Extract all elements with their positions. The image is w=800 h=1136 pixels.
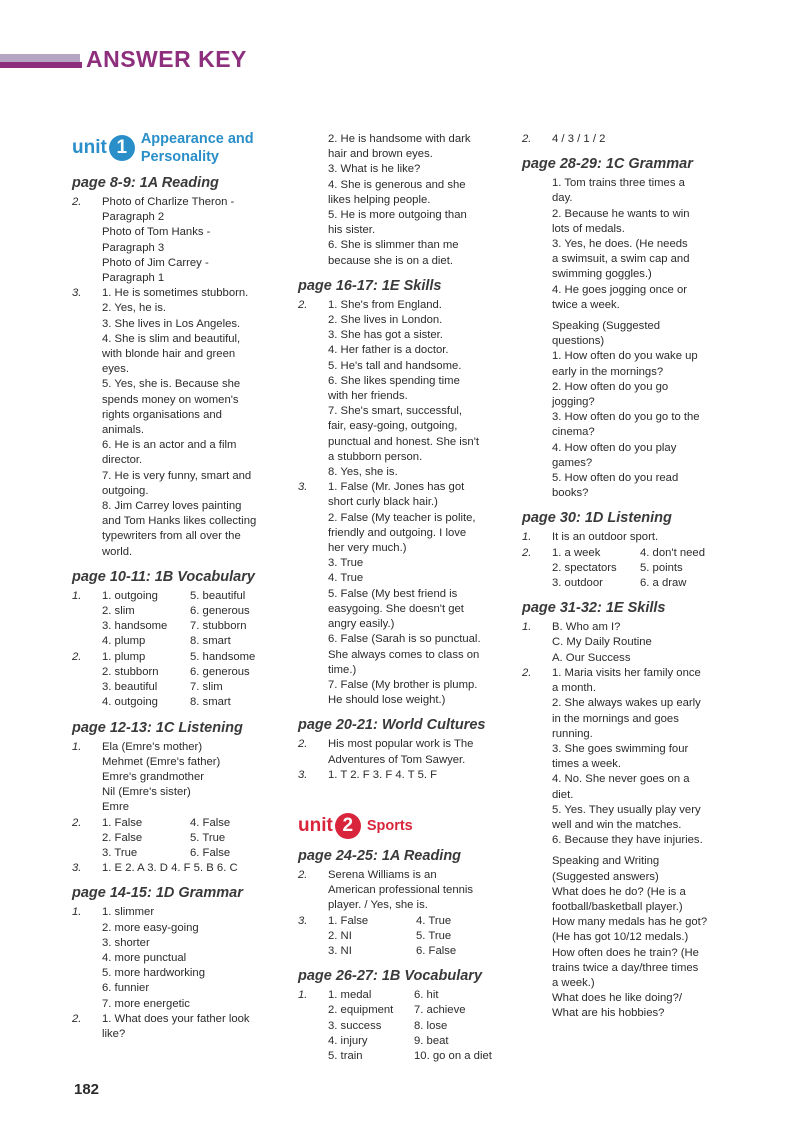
answer-line: typewriters from all over the	[102, 530, 241, 543]
answer-line: 2. stubborn	[102, 665, 159, 678]
unit-label: unit	[72, 137, 107, 158]
section-title: page 31-32: 1E Skills	[522, 600, 666, 617]
answer-line: 1. What does your father look	[102, 1012, 250, 1025]
unit-title: Sports	[366, 817, 413, 834]
answer-line: 4. He goes jogging once or	[552, 283, 688, 296]
exercise: 1. 1. outgoing 5. beautiful 2. slim 6. generous 3. handsome 7. stubborn 4. plump 8. smart	[72, 589, 282, 650]
answer-line: He should lose weight.)	[328, 694, 446, 707]
answer-line: cinema?	[552, 426, 595, 439]
answer-line: 7. more energetic	[102, 997, 190, 1010]
unit-title: Appearance and Personality	[140, 131, 254, 165]
answer-line: eyes.	[102, 363, 130, 376]
answer-line: twice a week.	[552, 298, 620, 311]
answer-line: B. Who am I?	[552, 621, 621, 634]
answer-line: swimming goggles.)	[552, 268, 652, 281]
answer-line: 4. plump	[102, 635, 146, 648]
answer-line: 6. generous	[190, 665, 250, 678]
answer-line: 2. False	[102, 831, 143, 844]
exercise: 1. Ela (Emre's mother) Mehmet (Emre's father) Emre's grandmother Nil (Emre's sister) Emre	[72, 740, 282, 816]
exercise: 3. 1. False 4. True 2. NI 5. True 3. NI 6. False	[298, 914, 513, 960]
answer-line: punctual and honest. She isn't	[328, 435, 480, 448]
answer-line: 2. slim	[102, 605, 135, 618]
answer-line: 2. False (My teacher is polite,	[328, 511, 476, 524]
answer-line: outgoing.	[102, 484, 149, 497]
answer-line: 7. He is very funny, smart and	[102, 469, 252, 482]
exercise: 2. 1. Maria visits her family once a month. 2. She always wakes up early in the mornings and goes running. 3. She goes swimming four times a week. 4. No. She never goes on a diet. 5. Yes. They usually play very well and win the matches. 6. Because they have injuries.	[522, 666, 737, 848]
answer-line: trains twice a day/three times	[552, 961, 699, 974]
answer-line: 1. False (Mr. Jones has got	[328, 481, 465, 494]
answer-line: She always comes to class on	[328, 648, 480, 661]
answer-line: 8. smart	[190, 696, 231, 709]
answer-line: 6. False (Sarah is so punctual.	[328, 633, 481, 646]
answer-line: American professional tennis	[328, 884, 474, 897]
answer-line: A. Our Success	[552, 651, 631, 664]
answer-line: and Tom Hanks likes collecting	[102, 515, 257, 528]
exercise: 2. 1. plump 5. handsome 2. stubborn 6. generous 3. beautiful 7. slim 4. outgoing 8. smart	[72, 650, 282, 711]
exercise-continued	[298, 132, 513, 269]
exercise: 1. It is an outdoor sport.	[522, 531, 659, 544]
answer-line: a stubborn person.	[328, 450, 423, 463]
answer-line: 6. False	[416, 944, 457, 957]
answer-line: 3. She lives in Los Angeles.	[102, 317, 241, 330]
answer-line: 2. NI	[328, 929, 352, 942]
answer-line: Ela (Emre's mother)	[102, 740, 203, 753]
exercise: 3. 1. False (Mr. Jones has got short curly black hair.) 2. False (My teacher is polite, friendly and outgoing. I love her very much.) 3. True 4. True 5. False (My best friend is easygoing. She doesn't get angry easily.) 6. False (Sarah is so punctual. She always comes to class on time.) 7. False (My brother is plump. He should lose weight.)	[298, 480, 513, 708]
answer-line: What does he do? (He is a	[552, 885, 686, 898]
answer-line: a swimsuit, a swim cap and	[552, 253, 690, 266]
answer-line: friendly and outgoing. I love	[328, 526, 467, 539]
answer-line: spends money on women's	[102, 393, 239, 406]
answer-line: short curly black hair.)	[328, 496, 438, 509]
answer-line: (He has got 10/12 medals.)	[552, 931, 689, 944]
unit-2-heading	[298, 813, 513, 839]
speaking-writing-section	[522, 854, 737, 1021]
answer-line: 2. She lives in London.	[328, 314, 443, 327]
exercise: 1. 1. slimmer 2. more easy-going 3. shorter 4. more punctual 5. more hardworking 6. funnier 7. more energetic	[72, 905, 282, 1011]
column-1	[72, 130, 282, 1042]
answer-line: 5. handsome	[190, 650, 256, 663]
answer-line: 8. Jim Carrey loves painting	[102, 500, 242, 513]
answer-line: 2. She always wakes up early	[552, 697, 701, 710]
answer-line: 5. False (My best friend is	[328, 587, 458, 600]
answer-line: 7. stubborn	[190, 620, 247, 633]
answer-line: player. / Yes, she is.	[328, 899, 428, 912]
answer-line: jogging?	[552, 396, 595, 409]
answer-line: How many medals has he got?	[552, 916, 708, 929]
answer-line: a month.	[552, 682, 596, 695]
answer-line: questions)	[552, 335, 605, 348]
answer-line: Paragraph 2	[102, 211, 165, 224]
answer-line: 1. Maria visits her family once	[552, 666, 701, 679]
answer-line: early in the mornings?	[552, 365, 664, 378]
unit-number-badge: 2	[335, 813, 361, 839]
answer-line: Emre	[102, 801, 129, 814]
answer-line: 2. spectators	[552, 561, 617, 574]
exercise: 3. 1. E 2. A 3. D 4. F 5. B 6. C	[72, 862, 238, 875]
unit-number-badge: 1	[109, 135, 135, 161]
answer-line: running.	[552, 727, 593, 740]
answer-line: What are his hobbies?	[552, 1007, 665, 1020]
exercise: 2. 1. What does your father look like?	[72, 1012, 282, 1042]
exercise	[522, 176, 737, 313]
answer-line: 3. outdoor	[552, 577, 603, 590]
section-title: page 16-17: 1E Skills	[298, 277, 442, 294]
answer-line: (Suggested answers)	[552, 870, 659, 883]
answer-line: 1. He is sometimes stubborn.	[102, 287, 249, 300]
answer-line: 5. He's tall and handsome.	[328, 359, 462, 372]
answer-line: 1. a week	[552, 546, 601, 559]
answer-line: easygoing. She doesn't get	[328, 602, 464, 615]
exercise: 2. 4 / 3 / 1 / 2	[522, 133, 606, 145]
exercise: 3. 1. T 2. F 3. F 4. T 5. F	[298, 768, 438, 781]
answer-line: Mehmet (Emre's father)	[102, 755, 221, 768]
answer-line: 4. injury	[328, 1034, 368, 1047]
answer-line: 5. beautiful	[190, 589, 246, 602]
answer-line: 2. Yes, he is.	[102, 302, 167, 315]
answer-line: 5. more hardworking	[102, 967, 205, 980]
answer-line: day.	[552, 192, 573, 205]
answer-line: 4. more punctual	[102, 951, 187, 964]
answer-line: fair, easy-going, outgoing,	[328, 420, 458, 433]
page-title: ANSWER KEY	[86, 46, 247, 72]
answer-line: 7. False (My brother is plump.	[328, 678, 478, 691]
answer-line: How often does he train? (He	[552, 946, 699, 959]
answer-line: his sister.	[328, 224, 376, 237]
answer-line: Speaking (Suggested	[552, 320, 661, 333]
answer-line: Serena Williams is an	[328, 868, 437, 881]
answer-line: 9. beat	[414, 1034, 449, 1047]
answer-line: 1. False	[102, 816, 143, 829]
section-title: page 30: 1D Listening	[522, 510, 672, 527]
section-title: page 8-9: 1A Reading	[72, 175, 219, 191]
answer-line: 3. shorter	[102, 936, 150, 949]
answer-line: 2. equipment	[328, 1004, 394, 1017]
answer-line: 8. Yes, she is.	[328, 466, 398, 479]
section-title: page 14-15: 1D Grammar	[72, 885, 243, 902]
answer-line: Paragraph 3	[102, 241, 165, 254]
answer-line: 3. She goes swimming four	[552, 742, 689, 755]
answer-line: 1. medal	[328, 989, 372, 1002]
answer-line: 5. train	[328, 1049, 363, 1062]
answer-line: 6. hit	[414, 989, 439, 1002]
answer-line: Photo of Charlize Theron -	[102, 196, 235, 208]
answer-line: a week.)	[552, 976, 595, 989]
section-title: page 28-29: 1C Grammar	[522, 156, 693, 173]
answer-line: 3. What is he like?	[328, 163, 421, 176]
column-3	[522, 132, 737, 1022]
unit-label: unit	[298, 814, 333, 836]
section-title: page 10-11: 1B Vocabulary	[72, 568, 255, 585]
answer-line: 4. She is generous and she	[328, 178, 466, 191]
answer-line: 1. She's from England.	[328, 298, 442, 311]
answer-line: 5. Yes, she is. Because she	[102, 378, 241, 391]
answer-line: 2. more easy-going	[102, 921, 199, 934]
exercise: 2. Photo of Charlize Theron - Paragraph 2 Photo of Tom Hanks - Paragraph 3 Photo of Jim Carrey - Paragraph 1	[72, 195, 282, 286]
answer-line: 5. points	[640, 561, 683, 574]
answer-line: her very much.)	[328, 542, 407, 555]
answer-line: 4. False	[190, 816, 231, 829]
answer-line: His most popular work is The	[328, 738, 474, 751]
answer-line: 4. No. She never goes on a	[552, 773, 690, 786]
answer-line: football/basketball player.)	[552, 900, 683, 913]
answer-line: 1. slimmer	[102, 906, 155, 919]
answer-line: 1. How often do you wake up	[552, 350, 698, 363]
answer-line: 8. lose	[414, 1019, 448, 1032]
answer-line: Emre's grandmother	[102, 770, 204, 783]
answer-line: with blonde hair and green	[102, 348, 236, 361]
exercise: 1. B. Who am I? C. My Daily Routine A. Our Success	[522, 620, 737, 666]
answer-line: C. My Daily Routine	[552, 636, 652, 649]
answer-line: hair and brown eyes.	[328, 148, 433, 161]
answer-line: 2. He is handsome with dark	[328, 133, 471, 145]
answer-line: games?	[552, 456, 593, 469]
answer-line: 6. She is slimmer than me	[328, 239, 459, 252]
answer-line: Paragraph 1	[102, 272, 165, 285]
answer-line: 3. True	[102, 846, 138, 859]
exercise: 2. 1. False 4. False 2. False 5. True 3. True 6. False	[72, 816, 282, 862]
answer-line: 3. How often do you go to the	[552, 411, 700, 424]
answer-line: times a week.	[552, 758, 622, 771]
speaking-section	[522, 319, 737, 501]
answer-line: 4. Her father is a doctor.	[328, 344, 449, 357]
exercise: 3. 1. He is sometimes stubborn. 2. Yes, he is. 3. She lives in Los Angeles. 4. She is slim and beautiful, with blonde hair and green eyes. 5. Yes, she is. Because she spends money on women's rights organisations and animals. 6. He is an actor and a film director. 7. He is very funny, smart and outgoing. 8. Jim Carrey loves painting and Tom Hanks likes collecting typewriters from all over the world.	[72, 286, 282, 560]
answer-line: time.)	[328, 663, 357, 676]
answer-line: 1. Tom trains three times a	[552, 177, 685, 190]
answer-line: well and win the matches.	[552, 818, 682, 831]
answer-line: 3. success	[328, 1019, 382, 1032]
answer-line: 2. Because he wants to win	[552, 207, 690, 220]
answer-line: 3. NI	[328, 944, 352, 957]
answer-line: with her friends.	[328, 390, 408, 403]
answer-line: because she is on a diet.	[328, 254, 453, 267]
answer-line: 5. He is more outgoing than	[328, 209, 467, 222]
answer-line: 8. smart	[190, 635, 231, 648]
exercise: 2. Serena Williams is an American professional tennis player. / Yes, she is.	[298, 868, 513, 914]
answer-line: likes helping people.	[328, 193, 431, 206]
answer-line: 7. achieve	[414, 1004, 466, 1017]
answer-line: Photo of Jim Carrey -	[102, 256, 209, 269]
answer-line: angry easily.)	[328, 618, 395, 631]
answer-line: Nil (Emre's sister)	[102, 786, 191, 799]
answer-line: 6. She likes spending time	[328, 374, 460, 387]
exercise: 2. 1. a week 4. don't need 2. spectators 5. points 3. outdoor 6. a draw	[522, 546, 737, 592]
column-2	[298, 132, 513, 1064]
answer-line: 2. How often do you go	[552, 380, 669, 393]
answer-line: 6. generous	[190, 605, 250, 618]
answer-line: 3. She has got a sister.	[328, 329, 443, 342]
answer-line: 3. beautiful	[102, 681, 158, 694]
answer-line: 4. True	[416, 914, 452, 927]
answer-line: 1. outgoing	[102, 589, 158, 602]
answer-line: 5. How often do you read	[552, 472, 679, 485]
answer-line: 7. She's smart, successful,	[328, 405, 463, 418]
answer-line: 6. False	[190, 846, 231, 859]
answer-line: Adventures of Tom Sawyer.	[328, 753, 466, 766]
answer-line: 6. He is an actor and a film	[102, 439, 237, 452]
answer-line: 4. True	[328, 572, 364, 585]
answer-line: rights organisations and	[102, 408, 222, 421]
answer-line: 5. True	[416, 929, 452, 942]
answer-line: 3. handsome	[102, 620, 168, 633]
answer-line: 3. True	[328, 557, 364, 570]
answer-line: 1. plump	[102, 650, 146, 663]
answer-line: 4. She is slim and beautiful,	[102, 332, 241, 345]
page-number: 182	[74, 1081, 100, 1098]
answer-line: 5. Yes. They usually play very	[552, 803, 701, 816]
section-title: page 12-13: 1C Listening	[72, 719, 243, 736]
header-accent-line	[0, 62, 82, 68]
section-title: page 24-25: 1A Reading	[298, 847, 462, 864]
section-title: page 20-21: World Cultures	[298, 717, 486, 734]
answer-line: like?	[102, 1027, 126, 1040]
answer-line: animals.	[102, 424, 145, 437]
exercise: 2. His most popular work is The Adventures of Tom Sawyer.	[298, 737, 513, 767]
answer-line: 5. True	[190, 831, 226, 844]
answer-line: director.	[102, 454, 143, 467]
exercise: 1. 1. medal 6. hit 2. equipment 7. achieve 3. success 8. lose 4. injury 9. beat 5. train 10. go on a diet	[298, 988, 513, 1064]
answer-line: 6. Because they have injuries.	[552, 834, 703, 847]
answer-line: Photo of Tom Hanks -	[102, 226, 211, 239]
answer-line: in the mornings and goes	[552, 712, 679, 725]
answer-line: 4. don't need	[640, 546, 705, 559]
answer-line: 10. go on a diet	[414, 1049, 492, 1062]
exercise: 2. 1. She's from England. 2. She lives in London. 3. She has got a sister. 4. Her father is a doctor. 5. He's tall and handsome. 6. She likes spending time with her friends. 7. She's smart, successful, fair, easy-going, outgoing, punctual and honest. She isn't a stubborn person. 8. Yes, she is.	[298, 298, 513, 480]
answer-line: books?	[552, 487, 589, 500]
answer-line: 3. Yes, he does. (He needs	[552, 238, 688, 251]
answer-line: 7. slim	[190, 681, 223, 694]
answer-line: diet.	[552, 788, 574, 801]
answer-line: 4. How often do you play	[552, 441, 677, 454]
answer-line: 6. a draw	[640, 577, 687, 590]
answer-line: Speaking and Writing	[552, 855, 660, 868]
answer-line: 1. False	[328, 914, 369, 927]
section-title: page 26-27: 1B Vocabulary	[298, 968, 483, 985]
answer-line: 4. outgoing	[102, 696, 158, 709]
answer-line: world.	[102, 545, 133, 558]
answer-line: lots of medals.	[552, 222, 625, 235]
answer-line: What does he like doing?/	[552, 992, 682, 1005]
unit-1-heading	[72, 130, 282, 166]
answer-line: 6. funnier	[102, 982, 150, 995]
